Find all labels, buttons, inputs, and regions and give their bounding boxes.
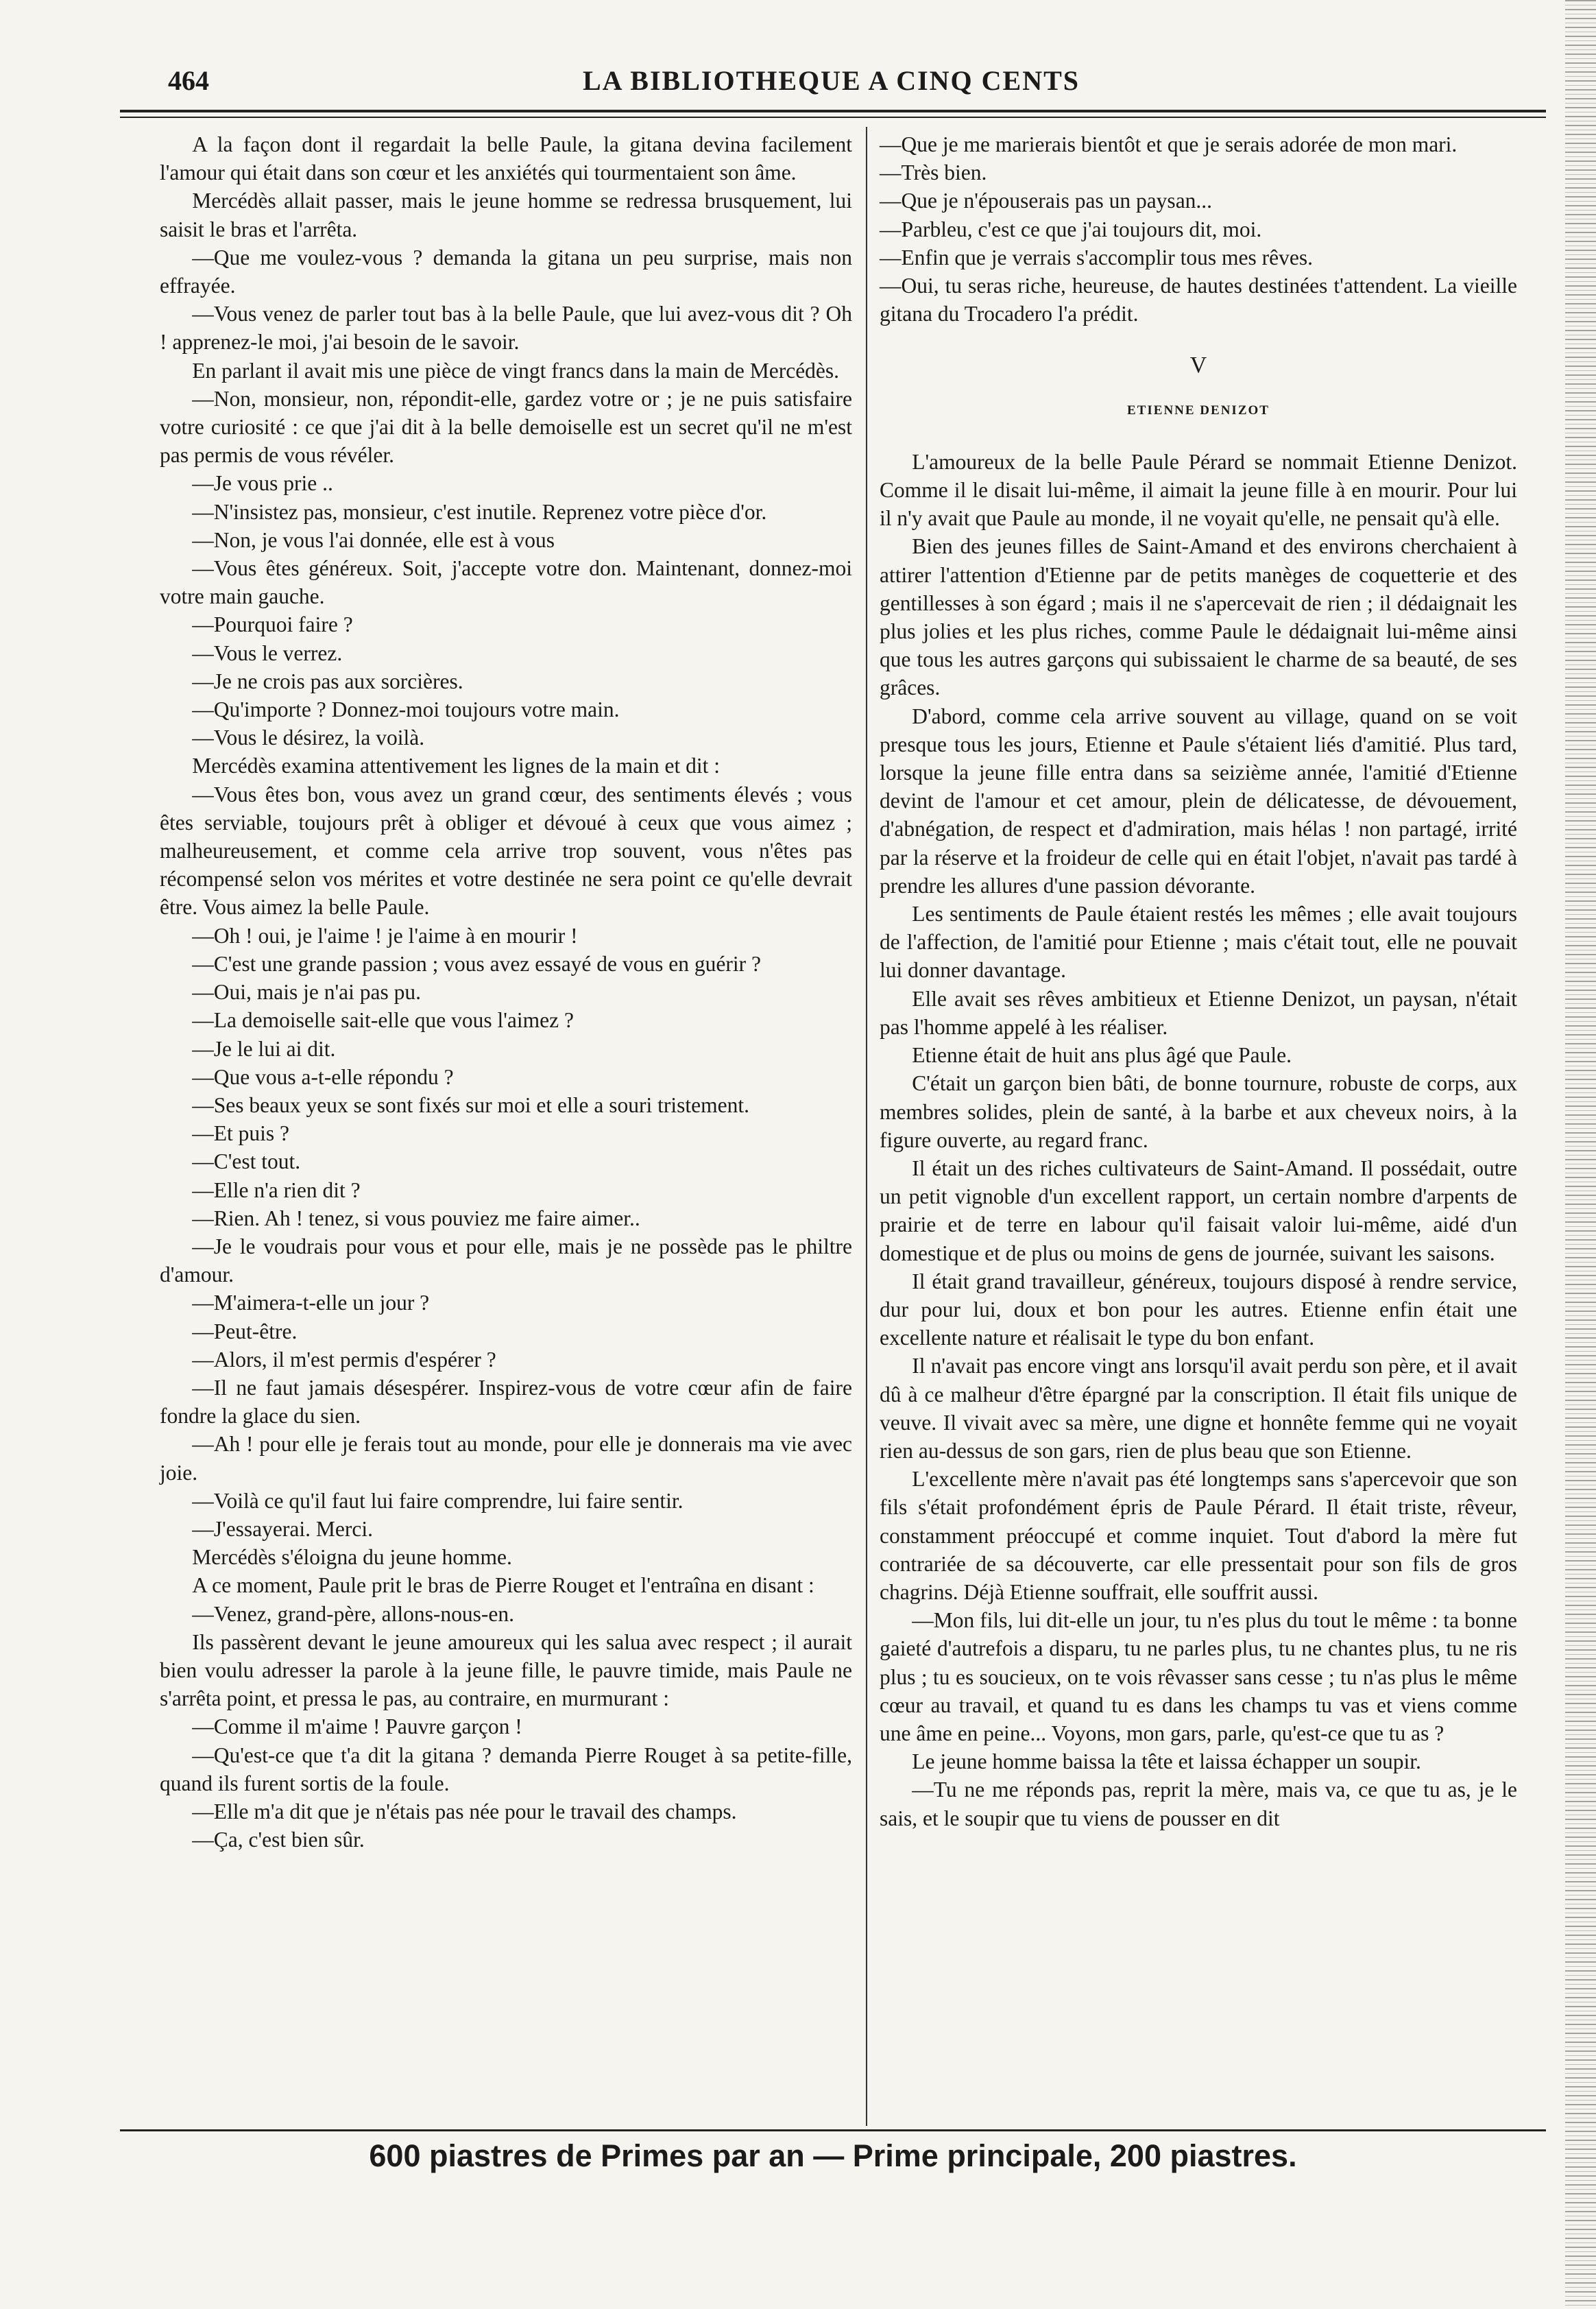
- paragraph: —Vous le verrez.: [192, 641, 343, 665]
- paragraph: —Parbleu, c'est ce que j'ai toujours dit, moi.: [880, 217, 1262, 241]
- paragraph: —Très bien.: [880, 160, 987, 185]
- paragraph: —Je ne crois pas aux sorcières.: [192, 669, 463, 693]
- paragraph: —La demoiselle sait-elle que vous l'aimez ?: [192, 1008, 574, 1033]
- right-column-body: [880, 448, 1517, 1832]
- paragraph: —Oh ! oui, je l'aime ! je l'aime à en mourir !: [192, 923, 578, 948]
- paragraph: —Qu'est-ce que t'a dit la gitana ? demanda Pierre Rouget à sa petite-fille, quand ils furent sortis de la foule.: [160, 1743, 852, 1795]
- column-divider: [866, 127, 867, 2126]
- paragraph: L'amoureux de la belle Paule Pérard se nommait Etienne Denizot. Comme il le disait lui-même, il aimait la jeune fille à en mourir. Pour lui il n'y avait que Paule au monde, il ne voyait qu'elle, ne pensait qu'à elle.: [880, 449, 1517, 531]
- footer-rule: [120, 2129, 1546, 2131]
- paragraph: —Elle m'a dit que je n'étais pas née pour le travail des champs.: [192, 1799, 737, 1823]
- paragraph: Les sentiments de Paule étaient restés les mêmes ; elle avait toujours de l'affection, de l'amitié pour Etienne ; mais c'était tout, elle ne pouvait lui donner davantage.: [880, 902, 1517, 983]
- paragraph: —Non, je vous l'ai donnée, elle est à vous: [192, 527, 555, 552]
- paragraph: —Pourquoi faire ?: [192, 612, 353, 637]
- paragraph: —N'insistez pas, monsieur, c'est inutile. Reprenez votre pièce d'or.: [192, 499, 767, 524]
- paragraph: A ce moment, Paule prit le bras de Pierre Rouget et l'entraîna en disant :: [192, 1573, 814, 1598]
- paragraph: C'était un garçon bien bâti, de bonne tournure, robuste de corps, aux membres solides, plein de santé, à la barbe et aux cheveux noirs, à la figure ouverte, au regard franc.: [880, 1071, 1517, 1152]
- chapter-number: V: [1189, 352, 1207, 379]
- paragraph: Il était grand travailleur, généreux, toujours disposé à rendre service, dur pour lui, doux et bon pour les autres. Etienne enfin était une excellente nature et réalisait le type du bon enfant.: [880, 1269, 1517, 1350]
- paragraph: —C'est tout.: [192, 1149, 301, 1174]
- paragraph: —Je le lui ai dit.: [192, 1036, 336, 1061]
- header-rule-thin: [120, 117, 1546, 118]
- paragraph: —Il ne faut jamais désespérer. Inspirez-vous de votre cœur afin de faire fondre la glace du sien.: [160, 1375, 852, 1428]
- paragraph: —Que vous a-t-elle répondu ?: [192, 1064, 454, 1089]
- paragraph: A la façon dont il regardait la belle Paule, la gitana devina facilement l'amour qui était dans son cœur et les anxiétés qui tourmentaient son âme.: [160, 132, 852, 185]
- paragraph: L'excellente mère n'avait pas été longtemps sans s'apercevoir que son fils s'était profondément épris de Paule Pérard. Il était triste, rêveur, constamment préoccupé et comme inquiet. Tout d'abord la mère fut contrariée de sa découverte, car elle pressentait pour son fils de gros chagrins. Déjà Etienne souffrait, elle souffrit aussi.: [880, 1467, 1517, 1604]
- paragraph: —Peut-être.: [192, 1319, 298, 1343]
- paragraph: —M'aimera-t-elle un jour ?: [192, 1291, 430, 1315]
- paragraph: —C'est une grande passion ; vous avez essayé de vous en guérir ?: [192, 951, 761, 976]
- paragraph: —Vous êtes bon, vous avez un grand cœur, des sentiments élevés ; vous êtes serviable, toujours prêt à obliger et dévoué à ceux que vous aimez ; malheureusement, et comme cela arrive trop souvent, vous n'êtes pas récompensé selon vos mérites et votre destinée ne sera point ce qu'elle devrait être. Vous aimez la belle Paule.: [160, 782, 852, 920]
- paragraph: —Vous êtes généreux. Soit, j'accepte votre don. Maintenant, donnez-moi votre main gauche.: [160, 556, 852, 609]
- paragraph: Il était un des riches cultivateurs de Saint-Amand. Il possédait, outre un petit vignoble d'un excellent rapport, un certain nombre d'arpents de prairie et de terre en labour qu'il faisait valoir lui-même, aidé d'un domestique et de plus ou moins de gens de journée, suivant les saisons.: [880, 1156, 1517, 1265]
- paragraph: Mercédès examina attentivement les lignes de la main et dit :: [192, 754, 720, 778]
- paragraph: —Ah ! pour elle je ferais tout au monde, pour elle je donnerais ma vie avec joie.: [160, 1432, 852, 1485]
- paragraph: —Vous le désirez, la voilà.: [192, 726, 425, 750]
- paragraph: —Vous venez de parler tout bas à la belle Paule, que lui avez-vous dit ? Oh ! apprenez-le moi, j'ai besoin de le savoir.: [160, 302, 852, 355]
- paragraph: En parlant il avait mis une pièce de vingt francs dans la main de Mercédès.: [192, 358, 840, 383]
- paragraph: —Comme il m'aime ! Pauvre garçon !: [192, 1714, 522, 1739]
- paragraph: Etienne était de huit ans plus âgé que Paule.: [912, 1043, 1292, 1068]
- paragraph: —Alors, il m'est permis d'espérer ?: [192, 1347, 496, 1372]
- paragraph: —Tu ne me réponds pas, reprit la mère, mais va, ce que tu as, je le sais, et le soupir que tu viens de pousser en dit: [880, 1778, 1517, 1830]
- paragraph: —Venez, grand-père, allons-nous-en.: [192, 1601, 514, 1626]
- paragraph: —Mon fils, lui dit-elle un jour, tu n'es plus du tout le même : ta bonne gaieté d'autrefois a disparu, tu ne parles plus, tu ne chantes plus, tu ne ris plus ; tu es soucieux, on te vois rêvasser sans cesse ; tu n'as plus le même cœur au travail, et quand tu es dans les champs tu vas et viens comme une âme en peine... Voyons, mon gars, parle, qu'est-ce que tu as ?: [880, 1608, 1517, 1745]
- paragraph: —Ça, c'est bien sûr.: [192, 1828, 365, 1852]
- paragraph: Mercédès allait passer, mais le jeune homme se redressa brusquement, lui saisit le bras et l'arrêta.: [160, 189, 852, 241]
- paragraph: Mercédès s'éloigna du jeune homme.: [192, 1545, 512, 1570]
- paragraph: Ils passèrent devant le jeune amoureux qui les salua avec respect ; il aurait bien voulu adresser la parole à la jeune fille, le pauvre timide, mais Paule ne s'arrêta point, et pressa le pas, au contraire, en murmurant :: [160, 1629, 852, 1711]
- paragraph: —Et puis ?: [192, 1121, 289, 1146]
- left-column: [160, 130, 852, 1854]
- paragraph: Il n'avait pas encore vingt ans lorsqu'il avait perdu son père, et il avait dû à ce malheur d'être épargné par la conscription. Il était fils unique de veuve. Il vivait avec sa mère, une digne et honnête femme qui ne voyait rien au-dessus de son gars, rien de plus beau que son Etienne.: [880, 1354, 1517, 1463]
- right-column-lead: [880, 130, 1517, 328]
- scan-edge-decoration: [1565, 0, 1596, 2309]
- paragraph: —J'essayerai. Merci.: [192, 1516, 373, 1541]
- paragraph: —Que je me marierais bientôt et que je serais adorée de mon mari.: [880, 132, 1458, 156]
- header-rule: [120, 110, 1546, 112]
- running-title: LA BIBLIOTHEQUE A CINQ CENTS: [582, 65, 1080, 96]
- paragraph: —Qu'importe ? Donnez-moi toujours votre main.: [192, 697, 620, 722]
- paragraph: —Enfin que je verrais s'accomplir tous mes rêves.: [880, 245, 1313, 270]
- paragraph: —Que me voulez-vous ? demanda la gitana un peu surprise, mais non effrayée.: [160, 245, 852, 298]
- paragraph: Bien des jeunes filles de Saint-Amand et des environs cherchaient à attirer l'attention d'Etienne par de petits manèges de coquetterie et des gentillesses à son égard ; mais il ne s'apercevait de rien ; il dédaignait les plus jolies et les plus riches, comme Paule le dédaignait lui-même ainsi que tous les autres garçons qui subissaient le charme de sa beauté, de ses grâces.: [880, 534, 1517, 700]
- paragraph: —Oui, mais je n'ai pas pu.: [192, 980, 421, 1005]
- paragraph: —Rien. Ah ! tenez, si vous pouviez me faire aimer..: [192, 1206, 640, 1230]
- footer-banner: 600 piastres de Primes par an — Prime principale, 200 piastres.: [369, 2138, 1297, 2173]
- paragraph: —Non, monsieur, non, répondit-elle, gardez votre or ; je ne puis satisfaire votre curiosité : ce que j'ai dit à la belle demoiselle est un secret qu'il ne m'est pas permis de vous révéler.: [160, 386, 852, 468]
- paragraph: —Je le voudrais pour vous et pour elle, mais je ne possède pas le philtre d'amour.: [160, 1234, 852, 1287]
- paragraph: Le jeune homme baissa la tête et laissa échapper un soupir.: [912, 1749, 1421, 1774]
- paragraph: —Elle n'a rien dit ?: [192, 1177, 361, 1202]
- paragraph: Elle avait ses rêves ambitieux et Etienne Denizot, un paysan, n'était pas l'homme appelé à les réaliser.: [880, 986, 1517, 1039]
- paragraph: —Que je n'épouserais pas un paysan...: [880, 189, 1213, 213]
- right-column: [880, 130, 1517, 1832]
- page-number: 464: [168, 65, 209, 96]
- paragraph: D'abord, comme cela arrive souvent au village, quand on se voit presque tous les jours, Etienne et Paule s'étaient liés d'amitié. Plus tard, lorsque la jeune fille entra dans sa seizième année, l'amitié d'Etienne devint de l'amour et cet amour, plein de délicatesse, de dévouement, d'abnégation, de respect et d'admiration, mais hélas ! non partagé, irrité par la réserve et la froideur de celle qui en était l'objet, n'avait pas tardé à prendre les allures d'une passion dévorante.: [880, 704, 1517, 898]
- paragraph: —Ses beaux yeux se sont fixés sur moi et elle a souri tristement.: [192, 1092, 749, 1117]
- page-header: [120, 60, 1543, 101]
- paragraph: —Je vous prie ..: [192, 471, 333, 496]
- paragraph: —Oui, tu seras riche, heureuse, de hautes destinées t'attendent. La vieille gitana du Trocadero l'a prédit.: [880, 274, 1517, 326]
- paragraph: —Voilà ce qu'il faut lui faire comprendre, lui faire sentir.: [192, 1488, 684, 1513]
- chapter-title: ETIENNE DENIZOT: [1127, 403, 1270, 418]
